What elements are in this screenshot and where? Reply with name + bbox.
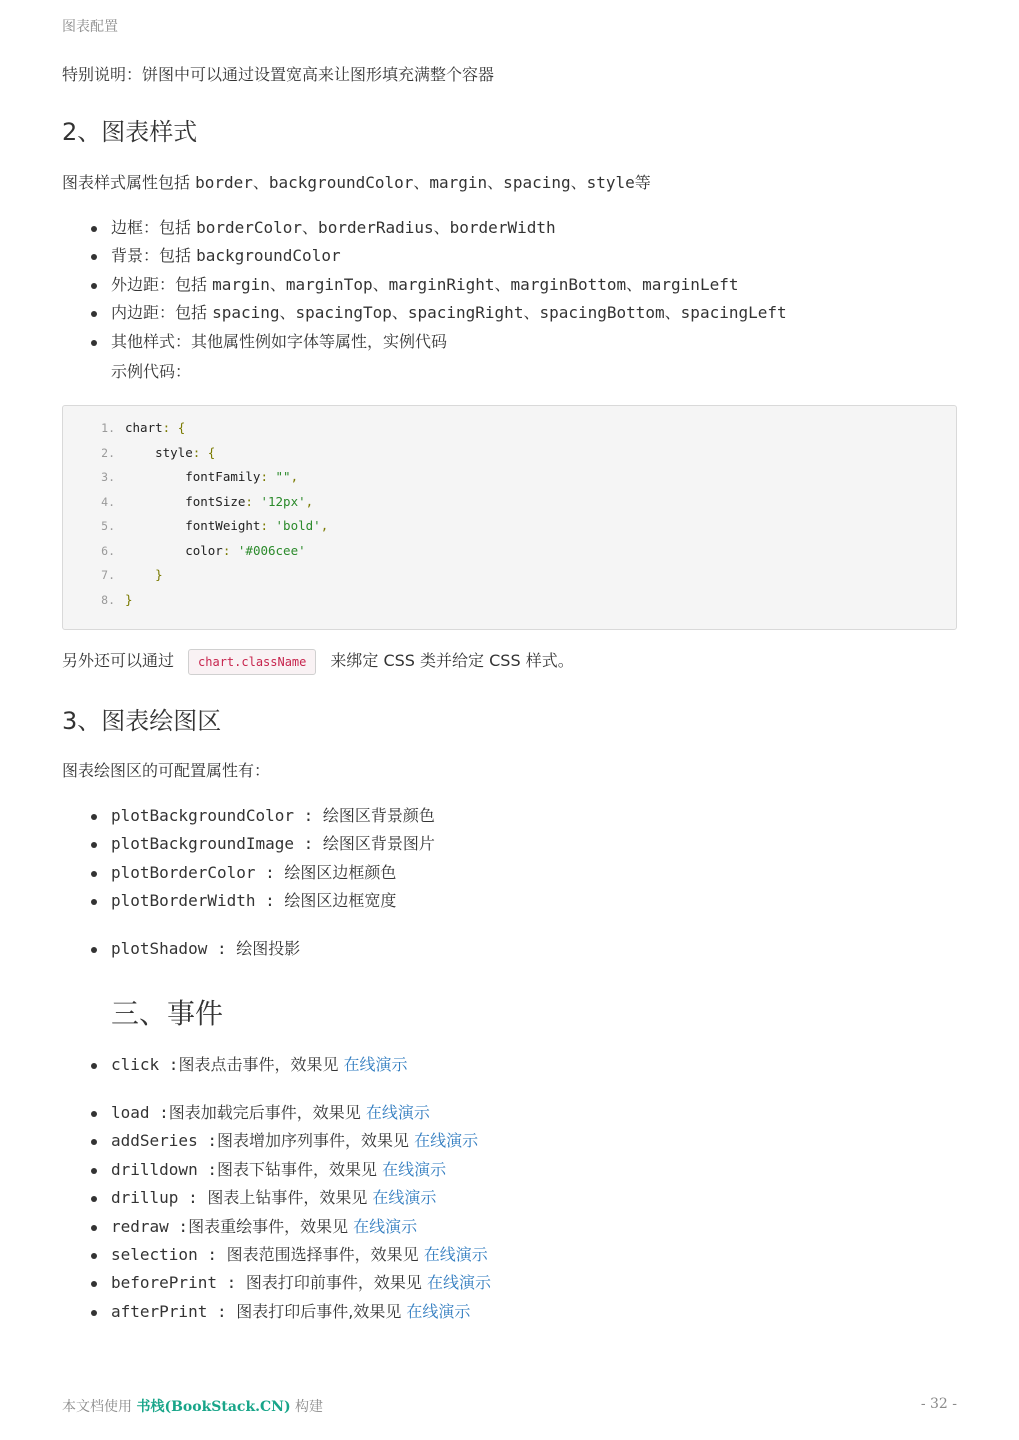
list-item-code: plotBackgroundColor : (111, 806, 323, 825)
code-line-text: style: { (125, 444, 216, 460)
event-list (90, 1099, 970, 1326)
line-number: 1. (101, 421, 115, 435)
list-item (90, 1269, 970, 1297)
list-item-label: 内边距：包括 (111, 303, 213, 323)
list-item-desc: 绘图区边框宽度 (284, 891, 397, 911)
list-item (90, 887, 970, 915)
list-item (90, 859, 970, 887)
section-heading-chart-style: 2、图表样式 (62, 118, 198, 146)
line-number: 7. (101, 568, 115, 582)
code-line-text: } (125, 567, 163, 582)
list-item-code: addSeries : (111, 1131, 217, 1151)
line-number: 6. (101, 543, 115, 558)
plot-property-list (90, 802, 970, 916)
list-item-desc: 绘图投影 (236, 939, 301, 958)
list-item-desc: 绘图区边框颜色 (284, 862, 397, 882)
list-item (90, 271, 970, 299)
line-number: 8. (101, 592, 115, 607)
section-heading-plot-area: 3、图表绘图区 (62, 707, 222, 735)
line-number: 2. (101, 445, 115, 460)
page-number: - 32 - (920, 1396, 957, 1412)
list-item-desc: 图表增加序列事件，效果见 (216, 1131, 415, 1151)
list-item (90, 1099, 970, 1127)
list-item-desc: 图表点击事件，效果见 (178, 1055, 344, 1074)
plot-shadow-list (90, 935, 970, 963)
classname-prefix: 另外还可以通过 (62, 651, 175, 670)
online-demo-link[interactable]: 在线演示 (426, 1273, 491, 1293)
footer-prefix: 本文档使用 (62, 1399, 137, 1415)
list-item-label: 外边距：包括 (111, 274, 213, 294)
section3-intro: 图表绘图区的可配置属性有： (62, 761, 271, 780)
list-item-code: spacing、spacingTop、spacingRight、spacingBottom、spacingLeft (212, 303, 787, 323)
list-item-code: selection : (111, 1245, 227, 1265)
list-item-code: margin、marginTop、marginRight、marginBottom、marginLeft (212, 274, 739, 294)
list-item (90, 299, 970, 327)
list-item-code: borderColor、borderRadius、borderWidth (196, 218, 556, 237)
section2-intro-suffix: 等 (634, 173, 651, 192)
event-list-first (90, 1051, 970, 1079)
line-number: 4. (101, 494, 115, 509)
list-item (90, 802, 970, 830)
list-item-code: click : (111, 1055, 179, 1074)
line-number: 5. (101, 519, 115, 533)
list-item-desc: 绘图区背景颜色 (322, 806, 435, 825)
online-demo-link[interactable]: 在线演示 (382, 1159, 447, 1179)
list-item-desc: 图表重绘事件，效果见 (188, 1216, 354, 1236)
list-item (90, 328, 970, 356)
list-item (90, 935, 970, 963)
online-demo-link[interactable]: 在线演示 (353, 1216, 418, 1236)
classname-paragraph (62, 648, 574, 675)
online-demo-link[interactable]: 在线演示 (372, 1188, 437, 1208)
list-item-code: beforePrint : (111, 1273, 246, 1293)
section-heading-events: 三、事件 (111, 997, 224, 1030)
list-item (90, 1184, 970, 1212)
list-item-code: plotShadow : (111, 939, 237, 958)
online-demo-link[interactable]: 在线演示 (414, 1131, 479, 1151)
section2-intro-text: 图表样式属性包括 (62, 173, 196, 192)
list-item-code: drilldown : (111, 1159, 217, 1179)
list-item (90, 1298, 970, 1326)
list-item-desc: 图表打印后事件,效果见 (236, 1301, 407, 1321)
running-header: 图表配置 (62, 19, 118, 35)
inline-code: chart.className (188, 649, 316, 675)
code-block (62, 405, 957, 630)
list-item (90, 1213, 970, 1241)
list-item (90, 1127, 970, 1155)
special-note: 特别说明：饼图中可以通过设置宽高来让图形填充满整个容器 (62, 65, 495, 84)
list-item (90, 1241, 970, 1269)
list-item-desc: 图表加载完后事件，效果见 (168, 1103, 366, 1122)
list-item-desc: 绘图区背景图片 (322, 834, 435, 854)
list-item-code: plotBorderColor : (111, 862, 285, 882)
list-item-desc: 图表下钻事件，效果见 (216, 1159, 383, 1179)
list-item (90, 214, 970, 242)
list-item-code: plotBorderWidth : (111, 891, 285, 911)
code-line-text: } (125, 591, 133, 607)
online-demo-link[interactable]: 在线演示 (343, 1055, 408, 1074)
footer-suffix: 构建 (290, 1399, 324, 1415)
list-item (90, 1051, 970, 1079)
list-item-code: redraw : (111, 1216, 189, 1236)
code-line-text: fontSize: '12px', (125, 493, 314, 509)
code-line-text: chart: { (125, 420, 186, 435)
bookstack-link[interactable]: 书栈(BookStack.CN) (136, 1399, 291, 1415)
list-item-label: 其他样式：其他属性例如字体等属性，实例代码 (111, 331, 448, 351)
page-footer (62, 1396, 323, 1416)
list-item (90, 1156, 970, 1184)
list-item-code: drillup : (111, 1188, 208, 1208)
list-item-code: load : (111, 1103, 169, 1122)
list-item (90, 830, 970, 858)
list-item-code: backgroundColor (196, 246, 341, 266)
list-item-desc: 图表上钻事件，效果见 (207, 1188, 373, 1208)
code-line-text: fontWeight: 'bold', (125, 518, 329, 533)
list-item-code: plotBackgroundImage : (111, 834, 323, 854)
online-demo-link[interactable]: 在线演示 (406, 1301, 471, 1321)
section2-intro-code: border、backgroundColor、margin、spacing、style (195, 173, 635, 192)
list-item-code: afterPrint : (111, 1301, 237, 1321)
example-code-label: 示例代码： (111, 362, 192, 381)
online-demo-link[interactable]: 在线演示 (423, 1245, 488, 1265)
style-property-list (90, 214, 970, 356)
list-item-desc: 图表范围选择事件，效果见 (226, 1245, 424, 1265)
section2-intro (62, 170, 651, 193)
list-item-label: 边框：包括 (111, 218, 197, 237)
list-item-label: 背景：包括 (111, 246, 197, 266)
list-item (90, 242, 970, 270)
code-line-text: fontFamily: "", (125, 469, 299, 484)
line-number: 3. (101, 470, 115, 484)
code-line-text: color: '#006cee' (125, 542, 306, 558)
list-item-desc: 图表打印前事件，效果见 (245, 1273, 427, 1293)
online-demo-link[interactable]: 在线演示 (365, 1103, 430, 1122)
classname-suffix: 来绑定 CSS 类并给定 CSS 样式。 (330, 651, 574, 670)
